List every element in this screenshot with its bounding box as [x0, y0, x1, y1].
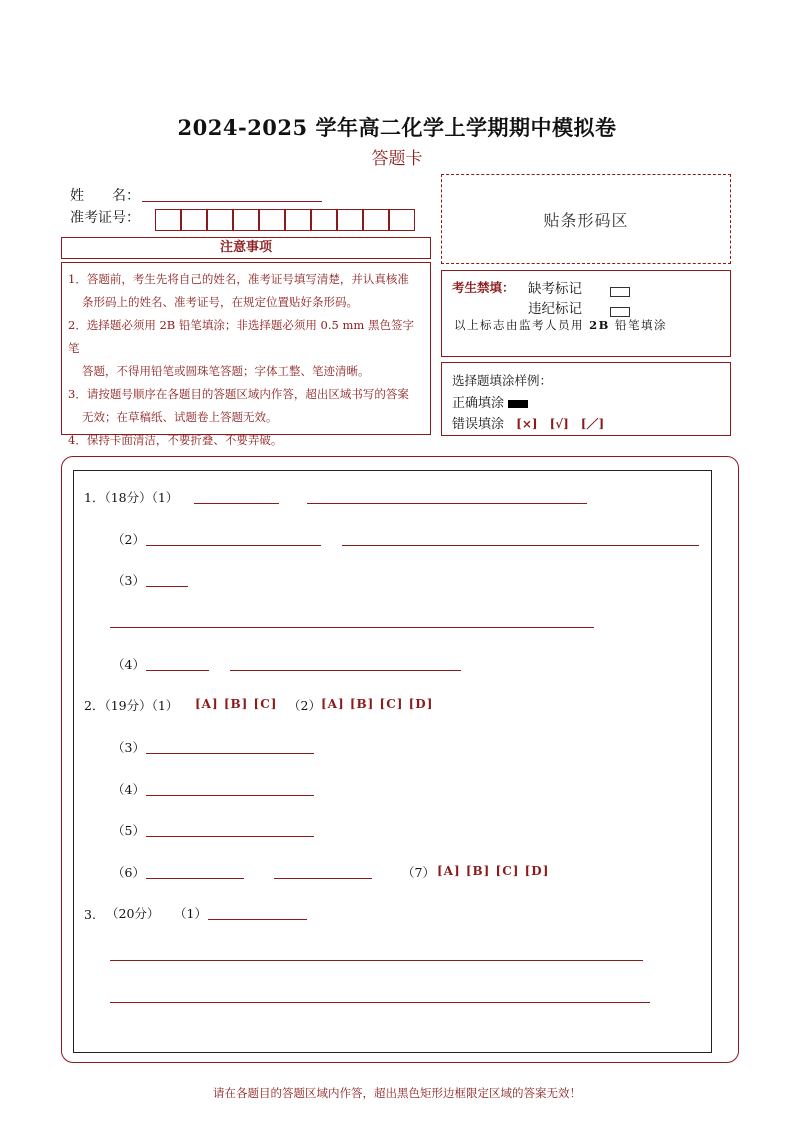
answer-line[interactable]	[146, 753, 314, 754]
q2-5-label: （5）	[112, 823, 145, 838]
answer-line[interactable]	[194, 503, 279, 504]
answer-line[interactable]	[110, 960, 643, 961]
q2-6-label: （6）	[112, 865, 145, 880]
examinee-forbid-box	[441, 270, 731, 357]
q2-2-label: （2）	[288, 698, 321, 713]
id-digit-box[interactable]	[155, 209, 181, 231]
notice-line: 答题，不得用铅笔或圆珠笔答题；字体工整、笔迹清晰。	[82, 364, 370, 378]
answer-line[interactable]	[146, 878, 244, 879]
answer-line[interactable]	[110, 627, 594, 628]
footer-warning: 请在各题目的答题区域内作答，超出黑色矩形边框限定区域的答案无效！	[213, 1086, 581, 1100]
notice-body	[61, 262, 431, 447]
absent-label: 缺考标记	[528, 281, 582, 297]
answer-area-inner-frame	[73, 470, 712, 1053]
id-digit-box[interactable]	[311, 209, 337, 231]
id-number-boxes[interactable]	[155, 209, 415, 231]
notice-line: 4．保持卡面清洁，不要折叠、不要弄破。	[68, 433, 283, 447]
answer-line[interactable]	[146, 586, 188, 587]
id-digit-box[interactable]	[337, 209, 363, 231]
q1-label: 1．（18分）（1）	[84, 490, 179, 505]
id-digit-box[interactable]	[259, 209, 285, 231]
wrong-label: 错误填涂	[452, 417, 505, 432]
sample-heading: 选择题填涂样例：	[452, 373, 553, 388]
id-digit-box[interactable]	[233, 209, 259, 231]
barcode-area	[441, 174, 731, 264]
forbid-note-post: 铅笔填涂	[615, 318, 668, 332]
notice-line: 3．请按题号顺序在各题目的答题区域内作答，超出区域书写的答案	[68, 387, 409, 401]
q1-3-label: （3）	[112, 573, 145, 588]
answer-line[interactable]	[307, 503, 587, 504]
page-subtitle: 答题卡	[371, 149, 423, 169]
answer-line[interactable]	[342, 545, 699, 546]
notice-line: 1．答题前，考生先将自己的姓名，准考证号填写清楚，并认真核准	[68, 272, 409, 286]
id-digit-box[interactable]	[363, 209, 389, 231]
q3-score: （20分）	[106, 906, 160, 921]
answer-line[interactable]	[146, 670, 209, 671]
id-digit-box[interactable]	[285, 209, 311, 231]
answer-line[interactable]	[146, 836, 314, 837]
q2-7-label: （7）	[402, 865, 435, 880]
notice-line: 无效；在草稿纸、试题卷上答题无效。	[82, 410, 278, 424]
answer-line[interactable]	[208, 919, 307, 920]
q1-4-label: （4）	[112, 657, 145, 672]
q2-7-options[interactable]: [A] [B] [C] [D]	[437, 864, 550, 878]
name-label: 姓 名：	[70, 188, 140, 204]
answer-line[interactable]	[230, 670, 461, 671]
q2-1-options[interactable]: [A] [B] [C]	[195, 697, 278, 711]
q2-2-options[interactable]: [A] [B] [C] [D]	[321, 697, 434, 711]
q3-1-label: （1）	[174, 906, 207, 921]
q2-label: 2．（19分）（1）	[84, 698, 179, 713]
q3-number: 3.	[84, 907, 96, 922]
id-label: 准考证号：	[70, 210, 140, 226]
answer-line[interactable]	[146, 795, 314, 796]
barcode-label: 贴条形码区	[543, 210, 629, 230]
answer-line[interactable]	[146, 545, 321, 546]
absent-mark-box[interactable]	[610, 287, 630, 297]
violation-label: 违纪标记	[528, 301, 582, 317]
id-digit-box[interactable]	[181, 209, 207, 231]
q1-2-label: （2）	[112, 532, 145, 547]
forbid-heading: 考生禁填：	[452, 280, 515, 295]
page-title: 2024-2025 学年高二化学上学期期中模拟卷	[177, 115, 617, 140]
name-field[interactable]	[142, 201, 322, 202]
violation-mark-box[interactable]	[610, 307, 630, 317]
correct-label: 正确填涂	[452, 396, 505, 411]
wrong-marks: [×] [√] [／]	[516, 417, 605, 431]
forbid-note-2b: 2B	[589, 318, 610, 332]
notice-line: 2．选择题必须用 2B 铅笔填涂；非选择题必须用 0.5 mm 黑色签字笔	[68, 318, 414, 355]
id-digit-box[interactable]	[207, 209, 233, 231]
forbid-note-pre: 以上标志由监考人员用	[454, 318, 584, 332]
q2-4-label: （4）	[112, 782, 145, 797]
q2-3-label: （3）	[112, 740, 145, 755]
id-digit-box[interactable]	[389, 209, 415, 231]
answer-line[interactable]	[274, 878, 372, 879]
fill-sample-box	[441, 362, 731, 436]
notice-heading: 注意事项	[61, 237, 431, 259]
filled-mark-icon	[508, 400, 528, 408]
notice-line: 条形码上的姓名、准考证号，在规定位置贴好条形码。	[82, 295, 358, 309]
answer-line[interactable]	[110, 1002, 650, 1003]
